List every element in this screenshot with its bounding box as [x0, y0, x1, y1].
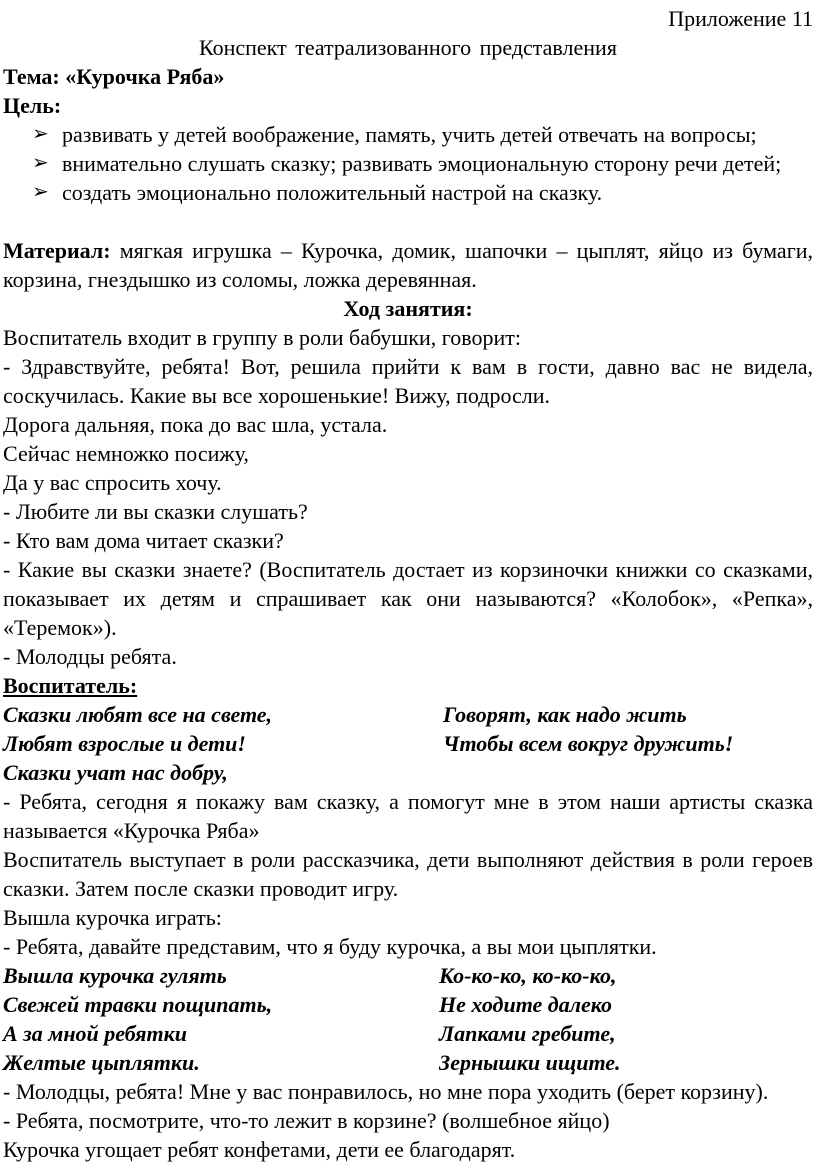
poem-column-left — [3, 700, 443, 787]
poem-line: Говорят, как надо жить — [443, 702, 687, 727]
document-subtitle: Конспект театрализованного представления — [199, 35, 617, 60]
lesson-line: Воспитатель входит в группу в роли бабушки, говорит: — [3, 325, 521, 350]
poem-block-2 — [3, 961, 813, 1077]
poem-column-right — [443, 700, 733, 787]
poem-line: Желтые цыплятки. — [3, 1050, 200, 1075]
lesson-line: Курочка угощает ребят конфетами, дети ее благодарят. — [3, 1137, 516, 1162]
poem-line: А за мной ребятки — [3, 1021, 188, 1046]
goal-label: Цель: — [3, 93, 62, 118]
poem-column-left — [3, 961, 439, 1077]
poem-line: Любят взрослые и дети! — [3, 731, 246, 756]
appendix-label: Приложение 11 — [668, 6, 813, 31]
lesson-line: - Ребята, давайте представим, что я буду курочка, а вы мои цыплятки. — [3, 934, 657, 959]
arrow-bullet-icon: ➢ — [32, 181, 49, 203]
poem-line: Свежей травки пощипать, — [3, 992, 273, 1017]
arrow-bullet-icon: ➢ — [32, 123, 49, 145]
goal-item: ➢ развивать у детей воображение, память, учить детей отвечать на вопросы; — [32, 122, 757, 147]
poem-line: Ко-ко-ко, ко-ко-ко, — [439, 963, 617, 988]
poem-line: Сказки любят все на свете, — [3, 702, 273, 727]
lesson-line: Да у вас спросить хочу. — [3, 470, 222, 495]
lesson-line: Дорога дальняя, пока до вас шла, устала. — [3, 412, 388, 437]
lesson-line: - Кто вам дома читает сказки? — [3, 528, 284, 553]
lesson-line: Вышла курочка играть: — [3, 905, 222, 930]
topic-label: Тема: — [3, 64, 60, 89]
poem-line: Чтобы всем вокруг дружить! — [443, 731, 734, 756]
topic-text: «Курочка Ряба» — [65, 64, 225, 89]
teacher-label: Воспитатель: — [3, 673, 138, 698]
lesson-line: - Любите ли вы сказки слушать? — [3, 499, 308, 524]
lesson-line: - Ребята, посмотрите, что-то лежит в корзине? (волшебное яйцо) — [3, 1108, 610, 1133]
goal-item: ➢ создать эмоционально положительный настрой на сказку. — [32, 180, 603, 205]
lesson-line: - Ребята, сегодня я покажу вам сказку, а помогут мне в этом наши артисты сказка называется «Курочка Ряба» — [3, 789, 813, 843]
lesson-heading: Ход занятия: — [343, 296, 473, 321]
poem-block-1 — [3, 700, 813, 787]
poem-column-right — [439, 961, 621, 1077]
document-page — [3, 0, 813, 1164]
lesson-line: - Какие вы сказки знаете? (Воспитатель достает из корзиночки книжки со сказками, показывает их детям и спрашивает как они называются? «Колобок», «Репка», «Теремок»). — [3, 557, 813, 640]
material-label: Материал: — [3, 238, 111, 263]
lesson-line: - Молодцы, ребята! Мне у вас понравилось, но мне пора уходить (берет корзину). — [3, 1079, 769, 1104]
goal-item: ➢ внимательно слушать сказку; развивать эмоциональную сторону речи детей; — [32, 151, 782, 176]
arrow-bullet-icon: ➢ — [32, 152, 49, 174]
poem-line: Лапками гребите, — [439, 1021, 616, 1046]
poem-line: Не ходите далеко — [439, 992, 613, 1017]
topic-line — [3, 62, 813, 91]
lesson-line: - Здравствуйте, ребята! Вот, решила прийти к вам в гости, давно вас не видела, соскучилась. Какие вы все хорошенькие! Вижу, подросли. — [3, 354, 813, 408]
poem-line: Зернышки ищите. — [439, 1050, 621, 1075]
poem-line: Вышла курочка гулять — [3, 963, 227, 988]
goal-list — [3, 120, 813, 207]
material-paragraph — [3, 236, 813, 294]
lesson-line: Воспитатель выступает в роли рассказчика, дети выполняют действия в роли героев сказки. Затем после сказки проводит игру. — [3, 847, 813, 901]
lesson-line: - Молодцы ребята. — [3, 644, 177, 669]
lesson-line: Сейчас немножко посижу, — [3, 441, 249, 466]
poem-line: Сказки учат нас добру, — [3, 760, 228, 785]
material-text: мягкая игрушка – Курочка, домик, шапочки – цыплят, яйцо из бумаги, корзина, гнездышко из соломы, ложка деревянная. — [3, 238, 813, 292]
